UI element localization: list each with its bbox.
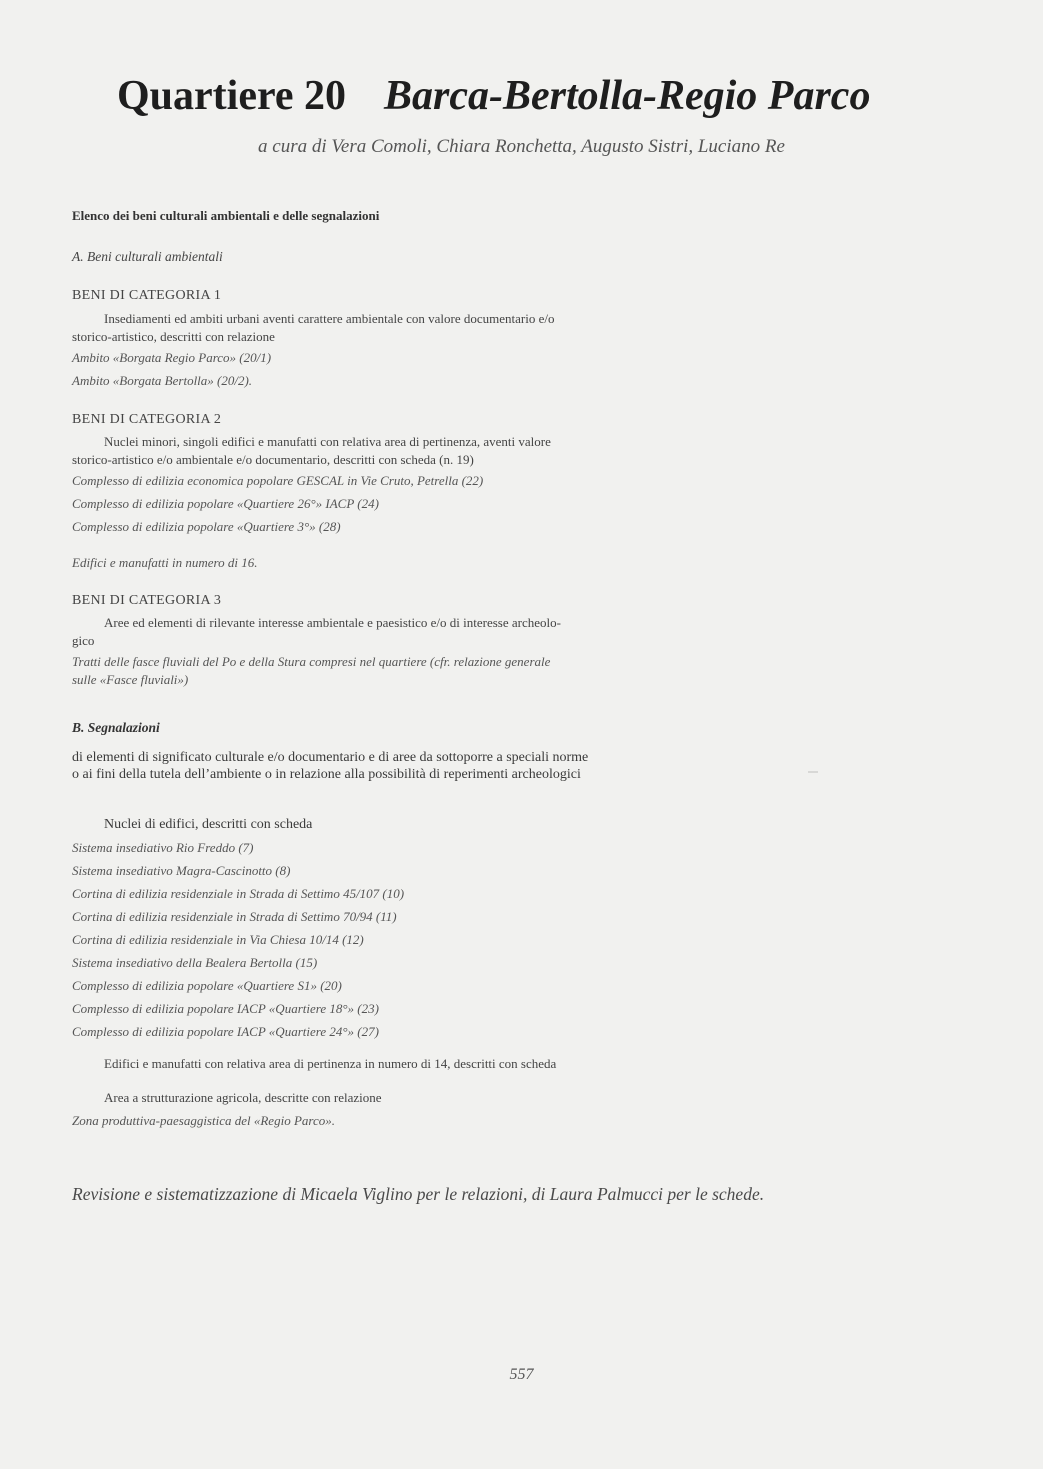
cat2-item: Complesso di edilizia popolare «Quartiere 26°» IACP (24): [72, 496, 379, 511]
paper-speck: [808, 771, 818, 773]
cat2-item: Complesso di edilizia popolare «Quartiere 3°» (28): [72, 519, 341, 534]
nuclei-item: Cortina di edilizia residenziale in Via Chiesa 10/14 (12): [72, 932, 364, 947]
cat2-desc-line: storico-artistico e/o ambientale e/o documentario, descritti con scheda (n. 19): [72, 452, 474, 467]
section-b-intro-line: o ai fini della tutela dell’ambiente o in relazione alla possibilità di reperimenti archeologici: [72, 767, 581, 782]
cat1-item: Ambito «Borgata Regio Parco» (20/1): [72, 350, 272, 365]
nuclei-heading: Nuclei di edifici, descritti con scheda: [104, 817, 313, 832]
curators-line: a cura di Vera Comoli, Chiara Ronchetta, Augusto Sistri, Luciano Re: [258, 136, 785, 157]
nuclei-item: Cortina di edilizia residenziale in Strada di Settimo 70/94 (11): [72, 909, 397, 924]
cat1-desc-line: Insediamenti ed ambiti urbani aventi carattere ambientale con valore documentario e/o: [104, 311, 555, 326]
cat3-desc-line: gico: [72, 633, 95, 648]
section-b-title: B. Segnalazioni: [72, 720, 160, 735]
revision-note: Revisione e sistematizzazione di Micaela Viglino per le relazioni, di Laura Palmucci per le schede.: [72, 1184, 765, 1204]
list-heading: Elenco dei beni culturali ambientali e delle segnalazioni: [72, 208, 380, 223]
edifici-line: Edifici e manufatti con relativa area di pertinenza in numero di 14, descritti con scheda: [104, 1056, 557, 1071]
cat2-extra: Edifici e manufatti in numero di 16.: [72, 555, 258, 570]
cat1-title: BENI DI CATEGORIA 1: [72, 288, 222, 303]
nuclei-item: Complesso di edilizia popolare «Quartiere S1» (20): [72, 978, 342, 993]
area-heading: Area a strutturazione agricola, descritte con relazione: [104, 1090, 382, 1105]
cat3-title: BENI DI CATEGORIA 3: [72, 593, 222, 608]
cat2-item: Complesso di edilizia economica popolare GESCAL in Vie Cruto, Petrella (22): [72, 473, 484, 488]
nuclei-item: Sistema insediativo della Bealera Bertolla (15): [72, 955, 318, 970]
section-b-intro-line: di elementi di significato culturale e/o documentario e di aree da sottoporre a speciali norme: [72, 750, 589, 765]
cat3-item: sulle «Fasce fluviali»): [72, 672, 189, 687]
title-place: Barca-Bertolla-Regio Parco: [384, 73, 871, 119]
cat1-desc-line: storico-artistico, descritti con relazione: [72, 329, 275, 344]
page-title: [117, 72, 870, 120]
cat2-desc-line: Nuclei minori, singoli edifici e manufatti con relativa area di pertinenza, aventi valore: [104, 434, 551, 449]
cat3-desc-line: Aree ed elementi di rilevante interesse ambientale e paesistico e/o di interesse archeolo-: [104, 615, 561, 630]
page-number: 557: [509, 1366, 534, 1383]
cat1-item: Ambito «Borgata Bertolla» (20/2).: [72, 373, 253, 388]
title-number: Quartiere 20: [117, 73, 346, 119]
area-item: Zona produttiva-paesaggistica del «Regio Parco».: [72, 1113, 335, 1128]
nuclei-item: Cortina di edilizia residenziale in Strada di Settimo 45/107 (10): [72, 886, 405, 901]
nuclei-item: Complesso di edilizia popolare IACP «Quartiere 24°» (27): [72, 1024, 379, 1039]
nuclei-item: Sistema insediativo Magra-Cascinotto (8): [72, 863, 291, 878]
nuclei-item: Sistema insediativo Rio Freddo (7): [72, 840, 254, 855]
cat2-title: BENI DI CATEGORIA 2: [72, 412, 222, 427]
cat3-item: Tratti delle fasce fluviali del Po e della Stura compresi nel quartiere (cfr. relazione generale: [72, 654, 551, 669]
section-a-title: A. Beni culturali ambientali: [72, 249, 223, 264]
nuclei-item: Complesso di edilizia popolare IACP «Quartiere 18°» (23): [72, 1001, 379, 1016]
